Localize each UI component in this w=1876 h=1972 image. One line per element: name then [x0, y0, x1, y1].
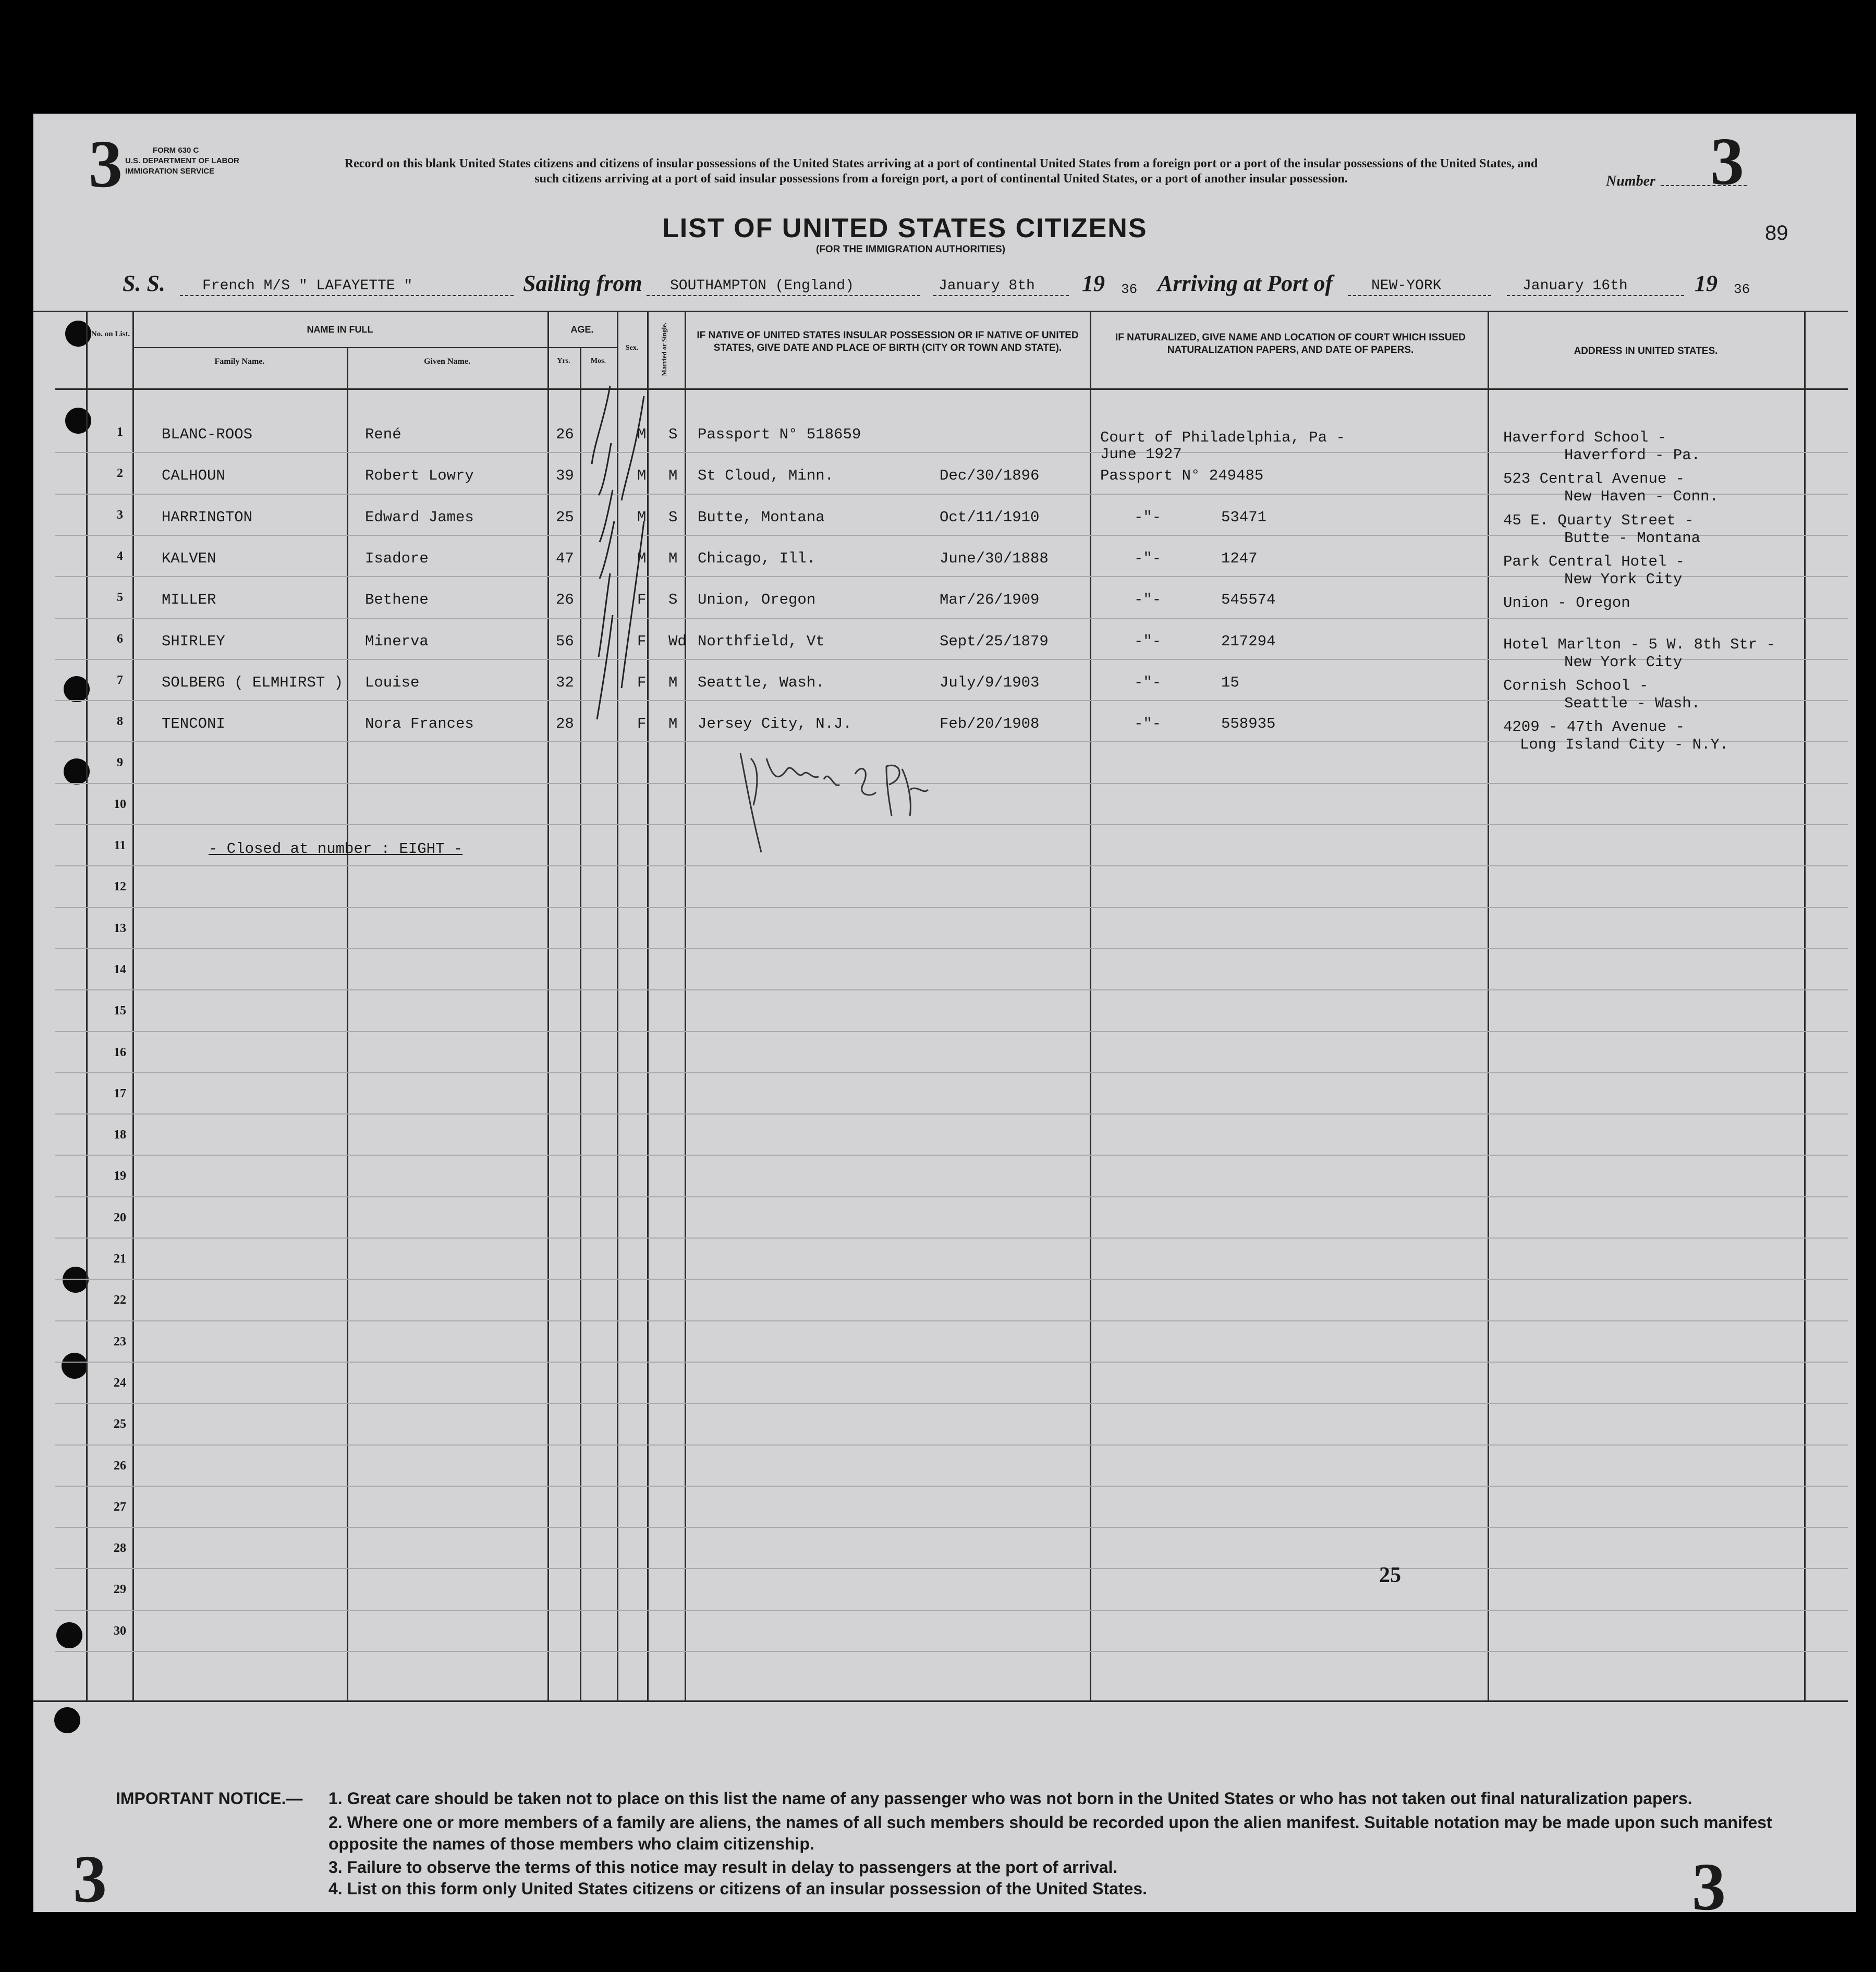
sailing-year-prefix: 19	[1082, 271, 1105, 296]
passenger-birth-date: July/9/1903	[940, 673, 1040, 691]
sailing-label: Sailing from	[523, 271, 642, 296]
passenger-address-line-1: Haverford School -	[1503, 429, 1667, 446]
manifest-page	[33, 114, 1856, 1917]
passenger-naturalization-number: 53471	[1221, 508, 1267, 526]
passenger-given-name: Isadore	[365, 549, 429, 567]
row-number: 7	[117, 673, 123, 687]
passenger-age-years: 26	[556, 591, 574, 609]
passenger-sex: F	[637, 673, 647, 691]
row-number: 26	[114, 1459, 126, 1473]
row-line	[55, 1155, 1848, 1156]
passenger-birth-date: June/30/1888	[940, 549, 1049, 567]
passenger-age-years: 28	[556, 715, 574, 733]
arrival-port-line	[1348, 295, 1491, 296]
passenger-birth-date: Oct/11/1910	[940, 508, 1040, 526]
row-line	[55, 1610, 1848, 1611]
passenger-marital-status: S	[668, 508, 678, 526]
row-number: 24	[114, 1376, 126, 1390]
passenger-age-years: 56	[556, 632, 574, 650]
passenger-naturalization: -"-	[1134, 549, 1162, 567]
passenger-birth-date: Sept/25/1879	[940, 632, 1049, 650]
passenger-address-line-1: Cornish School -	[1503, 677, 1649, 694]
header-yrs: Yrs.	[557, 357, 570, 365]
row-line	[55, 1279, 1848, 1280]
passenger-sex: M	[637, 508, 647, 526]
passenger-naturalization: -"-	[1134, 632, 1162, 650]
row-number: 19	[114, 1169, 126, 1183]
header-given-name: Given Name.	[424, 357, 470, 366]
ship-name: French M/S " LAFAYETTE "	[202, 278, 413, 294]
passenger-naturalization-number: 217294	[1221, 632, 1276, 650]
passenger-birth-place: Seattle, Wash.	[698, 673, 825, 691]
arrival-port: NEW-YORK	[1371, 278, 1442, 294]
col-divider	[347, 347, 348, 1700]
notice-item-2: 2. Where one or more members of a family are aliens, the names of all such members should be recorded upon the alien manifest. Suitable notation may be made upon such manifest opposite the names of those members who claim citizenship.	[328, 1813, 1772, 1853]
passenger-address-line-1: 4209 - 47th Avenue -	[1503, 718, 1685, 736]
passenger-birth-date: Mar/26/1909	[940, 591, 1040, 609]
row-number: 16	[114, 1045, 126, 1059]
col-divider	[1090, 311, 1091, 1700]
row-number: 30	[114, 1624, 126, 1638]
passenger-given-name: René	[365, 426, 401, 443]
table-bottom-line	[33, 1700, 1848, 1702]
department-name: U.S. DEPARTMENT OF LABOR	[125, 156, 239, 165]
passenger-family-name: KALVEN	[162, 549, 216, 567]
passenger-marital-status: Wd	[668, 632, 687, 650]
footer-right-number: 3	[1692, 1849, 1726, 1925]
punch-hole	[54, 1707, 80, 1733]
sailing-port-line	[647, 295, 920, 296]
passenger-given-name: Robert Lowry	[365, 467, 474, 485]
header-name-in-full: NAME IN FULL	[307, 324, 373, 335]
passenger-marital-status: S	[668, 426, 678, 443]
passenger-address-line-1: Park Central Hotel -	[1503, 553, 1685, 570]
passenger-given-name: Nora Frances	[365, 715, 474, 733]
sailing-date-line	[933, 295, 1069, 296]
passenger-address-line-2: New Haven - Conn.	[1564, 488, 1719, 506]
col-divider	[547, 311, 549, 1700]
arrival-year-prefix: 19	[1695, 271, 1717, 296]
row-number: 15	[114, 1004, 126, 1018]
row-number: 12	[114, 880, 126, 894]
row-number: 9	[117, 756, 123, 770]
row-number: 29	[114, 1583, 126, 1597]
row-line	[55, 1196, 1848, 1197]
col-divider	[1488, 311, 1489, 1700]
row-number: 21	[114, 1252, 126, 1266]
passenger-address-line-2: Haverford - Pa.	[1564, 447, 1701, 464]
arrival-date-line	[1507, 295, 1684, 296]
passenger-age-years: 26	[556, 426, 574, 443]
passenger-birth-place: Jersey City, N.J.	[698, 715, 852, 733]
row-number: 13	[114, 921, 126, 935]
row-line	[55, 1527, 1848, 1528]
header-birth: IF NATIVE OF UNITED STATES INSULAR POSSESSION OR IF NATIVE OF UNITED STATES, GIVE DATE AND PLACE OF BIRTH (CITY OR TOWN AND STATE).	[697, 330, 1079, 353]
arrival-year: 36	[1734, 281, 1750, 297]
passenger-given-name: Edward James	[365, 508, 474, 526]
age-check-marks	[574, 365, 667, 740]
passenger-sex: M	[637, 426, 647, 443]
passenger-sex: M	[637, 549, 647, 567]
passenger-marital-status: M	[668, 715, 678, 733]
punch-hole	[56, 1622, 82, 1648]
passenger-given-name: Bethene	[365, 591, 429, 609]
passenger-birth-date: Dec/30/1896	[940, 467, 1040, 485]
arriving-label: Arriving at Port of	[1158, 271, 1333, 296]
passenger-family-name: HARRINGTON	[162, 508, 253, 526]
passenger-given-name: Minerva	[365, 632, 429, 650]
row-number: 22	[114, 1293, 126, 1307]
row-number: 2	[117, 467, 123, 481]
passenger-birth-place: Union, Oregon	[698, 591, 816, 609]
header-naturalized: IF NATURALIZED, GIVE NAME AND LOCATION OF COURT WHICH ISSUED NATURALIZATION PAPERS, AND DATE OF PAPERS.	[1115, 332, 1466, 356]
header-address: ADDRESS IN UNITED STATES.	[1574, 346, 1718, 357]
footer-left-number: 3	[73, 1842, 107, 1917]
row-line	[55, 1362, 1848, 1363]
row-line	[55, 618, 1848, 619]
row-line	[55, 1486, 1848, 1487]
row-line	[55, 1568, 1848, 1569]
important-notice-label: IMPORTANT NOTICE.—	[116, 1789, 303, 1808]
inspector-signature	[730, 738, 949, 858]
sailing-date: January 8th	[939, 278, 1035, 294]
row-number: 4	[117, 549, 123, 563]
service-name: IMMIGRATION SERVICE	[125, 167, 215, 176]
passenger-address-line-1: Union - Oregon	[1503, 594, 1630, 612]
row-line	[55, 824, 1848, 825]
row-number: 3	[117, 508, 123, 522]
row-line	[55, 1444, 1848, 1446]
row-number: 20	[114, 1210, 126, 1224]
passenger-sex: F	[637, 591, 647, 609]
passenger-age-years: 32	[556, 673, 574, 691]
header-age: AGE.	[570, 324, 594, 335]
row-line	[55, 1031, 1848, 1032]
passenger-marital-status: M	[668, 467, 678, 485]
passenger-sex: M	[637, 467, 647, 485]
passenger-naturalization-number: 558935	[1221, 715, 1276, 733]
page-subtitle: (FOR THE IMMIGRATION AUTHORITIES)	[816, 244, 1006, 255]
age-header-divider	[547, 347, 617, 348]
passenger-naturalization-number: 1247	[1221, 549, 1258, 567]
header-sex: Sex.	[625, 344, 639, 352]
passenger-address-line-2: New York City	[1564, 570, 1683, 588]
row-line	[55, 948, 1848, 949]
row-number: 6	[117, 632, 123, 646]
passenger-sex: F	[637, 715, 647, 733]
row-number: 25	[114, 1417, 126, 1431]
row-line	[55, 989, 1848, 990]
header-family-name: Family Name.	[214, 357, 265, 366]
notice-item-3: 3. Failure to observe the terms of this notice may result in delay to passengers at the port of arrival.	[328, 1858, 1118, 1877]
corner-number: 3	[89, 127, 123, 202]
row-number: 1	[117, 425, 123, 439]
row-number: 14	[114, 962, 126, 976]
passenger-naturalization: -"-	[1134, 591, 1162, 609]
passenger-naturalization: Passport N° 249485	[1100, 467, 1264, 485]
list-number: 3	[1710, 124, 1744, 199]
passenger-age-years: 25	[556, 508, 574, 526]
passenger-family-name: BLANC-ROOS	[162, 426, 253, 443]
row-line	[55, 1651, 1848, 1652]
table-header-bottom	[55, 388, 1848, 390]
name-header-divider	[132, 347, 547, 348]
passenger-birth-place: Passport N° 518659	[698, 426, 861, 443]
passenger-marital-status: M	[668, 549, 678, 567]
record-notice: Record on this blank United States citizens and citizens of insular possessions of the United States arriving at a port of continental United States from a foreign port or a port of the insular possessions of the United States, and such citizens arriving at a port of said insular possessions from a foreign port, a port of continental United States, or a port of another insular possession.	[344, 157, 1538, 186]
form-number: FORM 630 C	[153, 146, 199, 155]
passenger-marital-status: M	[668, 673, 678, 691]
row-line	[55, 783, 1848, 784]
stamp-number: 25	[1379, 1563, 1401, 1587]
row-line	[55, 865, 1848, 866]
number-label: Number	[1606, 173, 1655, 189]
passenger-birth-place: Chicago, Ill.	[698, 549, 816, 567]
row-line	[55, 907, 1848, 908]
passenger-birth-date: Feb/20/1908	[940, 715, 1040, 733]
passenger-family-name: CALHOUN	[162, 467, 225, 485]
passenger-address-line-2: Seattle - Wash.	[1564, 694, 1701, 712]
header-no-on-list: No. on List.	[91, 330, 130, 338]
row-number: 23	[114, 1334, 126, 1349]
passenger-family-name: MILLER	[162, 591, 216, 609]
passenger-birth-place: Butte, Montana	[698, 508, 825, 526]
passenger-naturalization: -"-	[1134, 673, 1162, 691]
header-married-single: Married or Single.	[660, 322, 668, 376]
passenger-marital-status: S	[668, 591, 678, 609]
sailing-year: 36	[1121, 281, 1138, 297]
col-divider	[86, 311, 88, 1700]
passenger-family-name: SOLBERG ( ELMHIRST )	[162, 673, 344, 691]
col-divider	[1804, 311, 1806, 1700]
row-number: 8	[117, 715, 123, 729]
arrival-date: January 16th	[1522, 278, 1628, 294]
passenger-address-line-2: New York City	[1564, 653, 1683, 671]
passenger-given-name: Louise	[365, 673, 420, 691]
passenger-address-line-2: Butte - Montana	[1564, 529, 1701, 547]
passenger-age-years: 39	[556, 467, 574, 485]
row-line	[55, 1320, 1848, 1321]
row-number: 17	[114, 1086, 126, 1100]
punch-hole	[62, 1353, 88, 1379]
header-mos: Mos.	[590, 357, 606, 365]
sheet-number: 89	[1765, 222, 1788, 244]
row-number: 5	[117, 591, 123, 605]
passenger-naturalization: -"-	[1134, 715, 1162, 733]
row-line	[55, 1113, 1848, 1114]
ship-line	[180, 295, 514, 296]
passenger-address-line-1: Hotel Marlton - 5 W. 8th Str -	[1503, 635, 1776, 653]
passenger-birth-place: Northfield, Vt	[698, 632, 825, 650]
table-top-line	[33, 311, 1848, 312]
row-number: 27	[114, 1500, 126, 1514]
passenger-birth-place: St Cloud, Minn.	[698, 467, 834, 485]
sailing-port: SOUTHAMPTON (England)	[670, 278, 854, 294]
row-line	[55, 1403, 1848, 1404]
passenger-family-name: SHIRLEY	[162, 632, 225, 650]
row-number: 10	[114, 797, 126, 811]
row-number: 28	[114, 1541, 126, 1555]
notice-item-4: 4. List on this form only United States citizens or citizens of an insular possession of the United States.	[328, 1879, 1148, 1898]
ss-label: S. S.	[123, 271, 165, 296]
row-number: 18	[114, 1128, 126, 1142]
passenger-family-name: TENCONI	[162, 715, 225, 733]
passenger-naturalization: Court of Philadelphia, Pa -	[1100, 429, 1345, 446]
passenger-naturalization: -"-	[1134, 508, 1162, 526]
passenger-naturalization-number: 15	[1221, 673, 1239, 691]
passenger-address-line-1: 523 Central Avenue -	[1503, 470, 1685, 488]
passenger-naturalization-date: June 1927	[1100, 446, 1182, 463]
passenger-sex: F	[637, 632, 647, 650]
row-number: 11	[114, 839, 126, 852]
passenger-naturalization-number: 545574	[1221, 591, 1276, 609]
page-title: LIST OF UNITED STATES CITIZENS	[662, 213, 1148, 243]
col-divider	[685, 311, 686, 1700]
row-line	[55, 1072, 1848, 1073]
closing-note: - Closed at number : EIGHT -	[209, 840, 463, 858]
passenger-address-line-2: Long Island City - N.Y.	[1520, 736, 1729, 754]
row-line	[55, 1238, 1848, 1239]
passenger-age-years: 47	[556, 549, 574, 567]
passenger-address-line-1: 45 E. Quarty Street -	[1503, 511, 1694, 529]
notice-item-1: 1. Great care should be taken not to place on this list the name of any passenger who was not born in the United States or who has not taken out final naturalization papers.	[328, 1789, 1692, 1808]
